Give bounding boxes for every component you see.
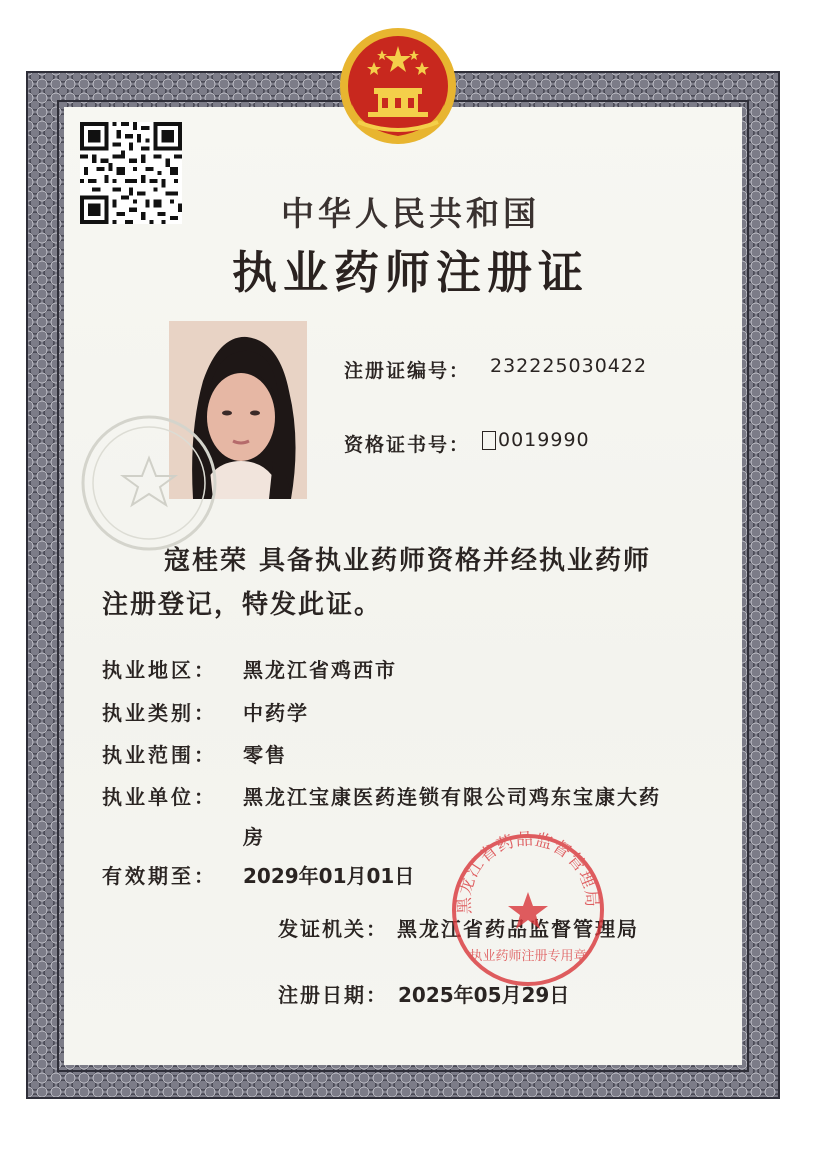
detail-label-employer: 执业单位：: [102, 785, 217, 809]
qual-no-value: 0019990: [498, 429, 590, 451]
detail-label-region: 执业地区：: [102, 658, 217, 682]
svg-text:黑龙江省药品监督管理局: 黑龙江省药品监督管理局: [454, 830, 602, 915]
detail-label-scope: 执业范围：: [102, 743, 217, 767]
checkbox-glyph: [482, 431, 496, 450]
detail-value-region: 黑龙江省鸡西市: [243, 658, 397, 682]
issuer-value: 黑龙江省药品监督管理局: [397, 917, 639, 941]
registration-date-value: 2025年05月29日: [398, 983, 570, 1007]
detail-value-employer-cont: 房: [243, 825, 265, 849]
statement-line-1: 寇桂荣 具备执业药师资格并经执业药师: [164, 546, 652, 576]
reg-no-value: 232225030422: [490, 355, 648, 377]
official-red-seal: [448, 830, 608, 990]
national-emblem-icon: [338, 26, 458, 150]
detail-value-valid-until: 2029年01月01日: [243, 864, 415, 888]
certificate-title: 执业药师注册证: [231, 246, 589, 299]
statement-line-2: 注册登记，特发此证。: [102, 590, 383, 620]
detail-value-scope: 零售: [243, 743, 287, 767]
qual-no-label: 资格证书号：: [344, 434, 471, 456]
detail-label-valid-until: 有效期至：: [102, 864, 217, 888]
detail-value-employer: 黑龙江宝康医药连锁有限公司鸡东宝康大药: [243, 785, 661, 809]
svg-text:执业药师注册专用章: 执业药师注册专用章: [469, 949, 587, 964]
detail-label-category: 执业类别：: [102, 701, 217, 725]
registration-date-label: 注册日期：: [278, 983, 388, 1007]
country-title: 中华人民共和国: [281, 194, 540, 233]
reg-no-label: 注册证编号：: [344, 360, 471, 382]
detail-value-category: 中药学: [243, 701, 309, 725]
issuer-label: 发证机关：: [278, 917, 388, 941]
